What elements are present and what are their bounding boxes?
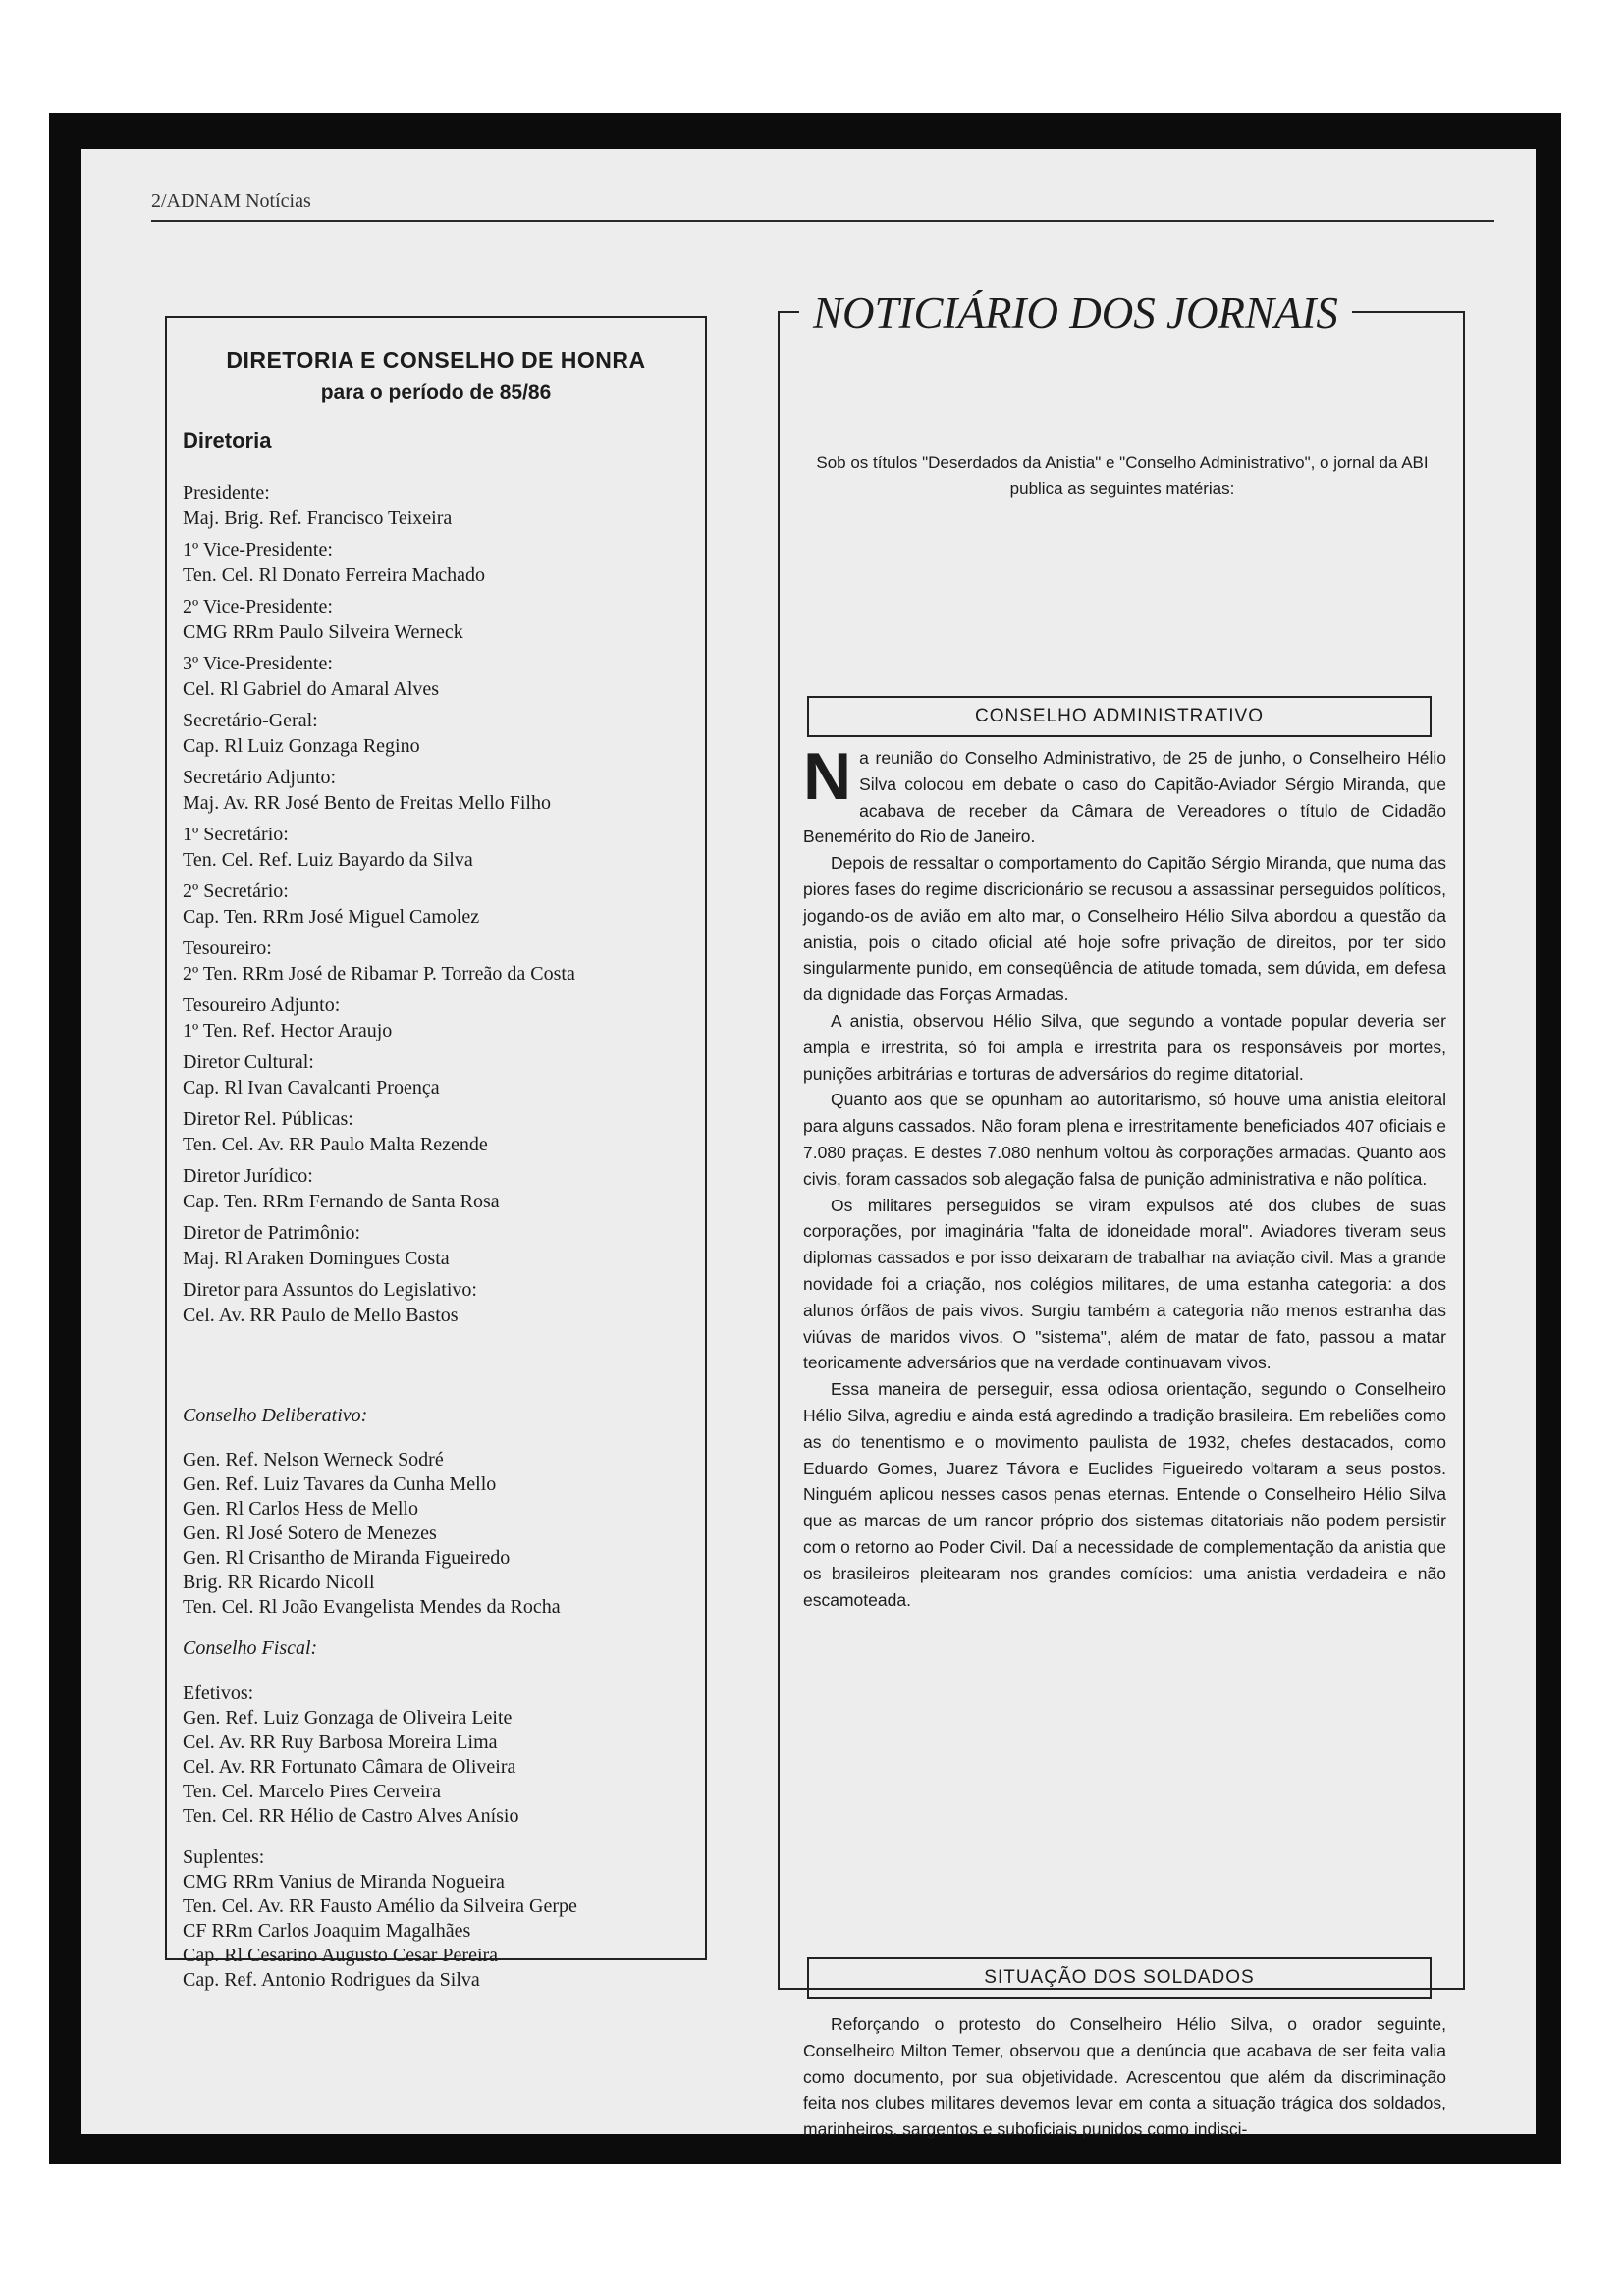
officer-entry <box>183 765 693 816</box>
officer-name: Cap. Ten. RRm José Miguel Camolez <box>183 906 480 928</box>
officer-name: Cap. Rl Ivan Cavalcanti Proença <box>183 1077 440 1098</box>
officer-name: Maj. Rl Araken Domingues Costa <box>183 1248 450 1269</box>
suplente-member: Cap. Rl Cesarino Augusto Cesar Pereira <box>183 1945 499 1966</box>
officer-name: Ten. Cel. Av. RR Paulo Malta Rezende <box>183 1134 488 1155</box>
officer-entry <box>183 480 693 531</box>
news-title: NOTICIÁRIO DOS JORNAIS <box>799 284 1352 343</box>
running-header: 2/ADNAM Notícias <box>151 190 311 212</box>
section-header-soldados: SITUAÇÃO DOS SOLDADOS <box>807 1957 1432 1999</box>
officer-role: Secretário Adjunto: <box>183 767 337 788</box>
officers-list <box>183 480 693 1334</box>
officer-entry <box>183 708 693 759</box>
deliberativo-member: Brig. RR Ricardo Nicoll <box>183 1572 375 1593</box>
suplente-member: Ten. Cel. Av. RR Fausto Amélio da Silveira Gerpe <box>183 1896 577 1917</box>
officer-name: Cap. Rl Luiz Gonzaga Regino <box>183 735 420 757</box>
officer-name: Cel. Rl Gabriel do Amaral Alves <box>183 678 440 700</box>
officer-role: Tesoureiro: <box>183 937 272 959</box>
officer-entry <box>183 594 693 645</box>
deliberativo-member: Gen. Rl José Sotero de Menezes <box>183 1522 437 1544</box>
efetivos-list <box>183 1706 693 1829</box>
suplentes-list <box>183 1870 693 1993</box>
section-header-conselho: CONSELHO ADMINISTRATIVO <box>807 696 1432 737</box>
officer-role: Tesoureiro Adjunto: <box>183 994 341 1016</box>
news-box <box>778 289 1465 2140</box>
board-title: DIRETORIA E CONSELHO DE HONRA <box>226 347 646 373</box>
header-rule <box>151 220 1494 222</box>
officer-entry <box>183 537 693 588</box>
officer-role: Diretor Jurídico: <box>183 1165 313 1187</box>
deliberativo-heading: Conselho Deliberativo: <box>183 1405 368 1426</box>
newsletter-page <box>81 149 1536 2140</box>
efetivo-member: Ten. Cel. RR Hélio de Castro Alves Anísio <box>183 1805 519 1827</box>
efetivo-member: Gen. Ref. Luiz Gonzaga de Oliveira Leite <box>183 1707 513 1729</box>
diretoria-heading: Diretoria <box>183 428 272 453</box>
suplente-member: CF RRm Carlos Joaquim Magalhães <box>183 1920 471 1942</box>
deliberativo-member: Gen. Rl Crisantho de Miranda Figueiredo <box>183 1547 511 1569</box>
officer-entry <box>183 1277 693 1328</box>
article-paragraph: Os militares perseguidos se viram expulsos até dos clubes de suas corporações, por imaginária "falta de idoneidade moral". Aviadores tiveram seus diplomas cassados e por isso deixaram de trabalhar na aviação civil. Mas a grande novidade foi a criação, nos colégios militares, de uma estanha categoria: a dos alunos órfãos de pais vivos. Surgiu também a categoria não menos estranha das viúvas de maridos vivos. O "sistema", além de matar de fato, passou a matar teoricamente adversários que na verdade continuavam vivos. <box>803 1195 1446 1373</box>
officer-entry <box>183 1220 693 1271</box>
council-block <box>183 1403 693 2008</box>
officer-name: Ten. Cel. Ref. Luiz Bayardo da Silva <box>183 849 473 871</box>
article-paragraph: Essa maneira de perseguir, essa odiosa orientação, segundo o Conselheiro Hélio Silva, agrediu e ainda está agredindo a tradição brasileira. Em rebeliões como as do tenentismo e o movimento paulista de 1932, chefes destacados, como Eduardo Gomes, Juarez Távora e Euclides Figueiredo voltaram a seus postos. Ninguém aplicou nesses casos penas eternas. Entende o Conselheiro Hélio Silva que as marcas de um rancor próprio dos sistemas ditatoriais não podem persistir com o retorno ao Poder Civil. Daí a necessidade de complementação da anistia que os brasileiros pleitearam nos grandes comícios: uma anistia verdadeira e não escamoteada. <box>803 1379 1446 1610</box>
officer-role: Diretor Rel. Públicas: <box>183 1108 353 1130</box>
article-paragraph: A anistia, observou Hélio Silva, que segundo a vontade popular deveria ser ampla e irrestrita, só foi ampla e irrestrita para os responsáveis por mortes, punições arbitrárias e torturas de adversários do regime ditatorial. <box>803 1010 1446 1084</box>
officer-role: 1º Vice-Presidente: <box>183 539 333 561</box>
fiscal-heading: Conselho Fiscal: <box>183 1637 318 1659</box>
efetivos-heading: Efetivos: <box>183 1682 254 1704</box>
deliberativo-member: Gen. Rl Carlos Hess de Mello <box>183 1498 418 1520</box>
officer-entry <box>183 1049 693 1100</box>
suplente-member: Cap. Ref. Antonio Rodrigues da Silva <box>183 1969 480 1991</box>
officer-name: Ten. Cel. Rl Donato Ferreira Machado <box>183 564 485 586</box>
officer-name: Maj. Av. RR José Bento de Freitas Mello Filho <box>183 792 551 814</box>
officer-role: Presidente: <box>183 482 270 504</box>
officer-entry <box>183 651 693 702</box>
deliberativo-member: Ten. Cel. Rl João Evangelista Mendes da Rocha <box>183 1596 561 1618</box>
officer-entry <box>183 879 693 930</box>
deliberativo-member: Gen. Ref. Luiz Tavares da Cunha Mello <box>183 1473 497 1495</box>
officer-role: Diretor Cultural: <box>183 1051 314 1073</box>
officer-name: Cel. Av. RR Paulo de Mello Bastos <box>183 1305 459 1326</box>
efetivo-member: Cel. Av. RR Fortunato Câmara de Oliveira <box>183 1756 516 1778</box>
officer-name: CMG RRm Paulo Silveira Werneck <box>183 621 463 643</box>
officer-name: Maj. Brig. Ref. Francisco Teixeira <box>183 507 453 529</box>
board-box <box>165 316 707 1991</box>
officer-role: 1º Secretário: <box>183 824 289 845</box>
drop-cap: N <box>803 739 852 814</box>
news-intro: Sob os títulos "Deserdados da Anistia" e "Conselho Administrativo", o jornal da ABI publica as seguintes matérias: <box>816 454 1429 498</box>
officer-name: Cap. Ten. RRm Fernando de Santa Rosa <box>183 1191 500 1212</box>
section-body-soldados <box>803 2011 1446 2143</box>
officer-role: 3º Vice-Presidente: <box>183 653 333 674</box>
article-paragraph: Depois de ressaltar o comportamento do Capitão Sérgio Miranda, que numa das piores fases do regime discricionário se recusou a assassinar perseguidos políticos, jogando-os de avião em alto mar, o Conselheiro Hélio Silva abordou a questão da anistia, pois o citado oficial até hoje sofre privação de direitos, por ter sido singularmente punido, em conseqüência de atitude tomada, sem dúvida, em defesa da dignidade das Forças Armadas. <box>803 853 1446 1005</box>
officer-name: 2º Ten. RRm José de Ribamar P. Torreão da Costa <box>183 963 575 985</box>
officer-role: Secretário-Geral: <box>183 710 318 731</box>
officer-entry <box>183 992 693 1043</box>
article-paragraph: Reforçando o protesto do Conselheiro Hélio Silva, o orador seguinte, Conselheiro Milton Temer, observou que a denúncia que acabava de ser feita valia como documento, por sua objetividade. Acrescentou que além da discriminação feita nos clubes militares devemos levar em conta a situação trágica dos soldados, marinheiros, sargentos e suboficiais punidos como indisci- <box>803 2014 1446 2140</box>
section-body-conselho <box>803 739 1446 1613</box>
efetivo-member: Ten. Cel. Marcelo Pires Cerveira <box>183 1781 441 1802</box>
deliberativo-member: Gen. Ref. Nelson Werneck Sodré <box>183 1449 444 1470</box>
officer-role: 2º Vice-Presidente: <box>183 596 333 617</box>
officer-entry <box>183 1163 693 1214</box>
efetivo-member: Cel. Av. RR Ruy Barbosa Moreira Lima <box>183 1732 498 1753</box>
officer-entry <box>183 1106 693 1157</box>
officer-role: Diretor de Patrimônio: <box>183 1222 361 1244</box>
officer-entry <box>183 822 693 873</box>
suplentes-heading: Suplentes: <box>183 1846 265 1868</box>
officer-role: Diretor para Assuntos do Legislativo: <box>183 1279 477 1301</box>
officer-entry <box>183 935 693 987</box>
suplente-member: CMG RRm Vanius de Miranda Nogueira <box>183 1871 505 1893</box>
officer-role: 2º Secretário: <box>183 881 289 902</box>
officer-name: 1º Ten. Ref. Hector Araujo <box>183 1020 393 1041</box>
deliberativo-list <box>183 1448 693 1620</box>
board-subtitle: para o período de 85/86 <box>320 381 552 403</box>
article-paragraph: Na reunião do Conselho Administrativo, de 25 de junho, o Conselheiro Hélio Silva colocou em debate o caso do Capitão-Aviador Sérgio Miranda, que acabava de receber da Câmara de Vereadores o título de Cidadão Benemérito do Rio de Janeiro. <box>803 739 1446 847</box>
article-paragraph: Quanto aos que se opunham ao autoritarismo, só houve uma anistia eleitoral para alguns cassados. Não foram plena e irrestritamente beneficiados 407 oficiais e 7.080 praças. E destes 7.080 nenhum voltou às corporações armadas. Quanto aos civis, foram cassados sob alegação falsa de punição administrativa e não política. <box>803 1090 1446 1189</box>
